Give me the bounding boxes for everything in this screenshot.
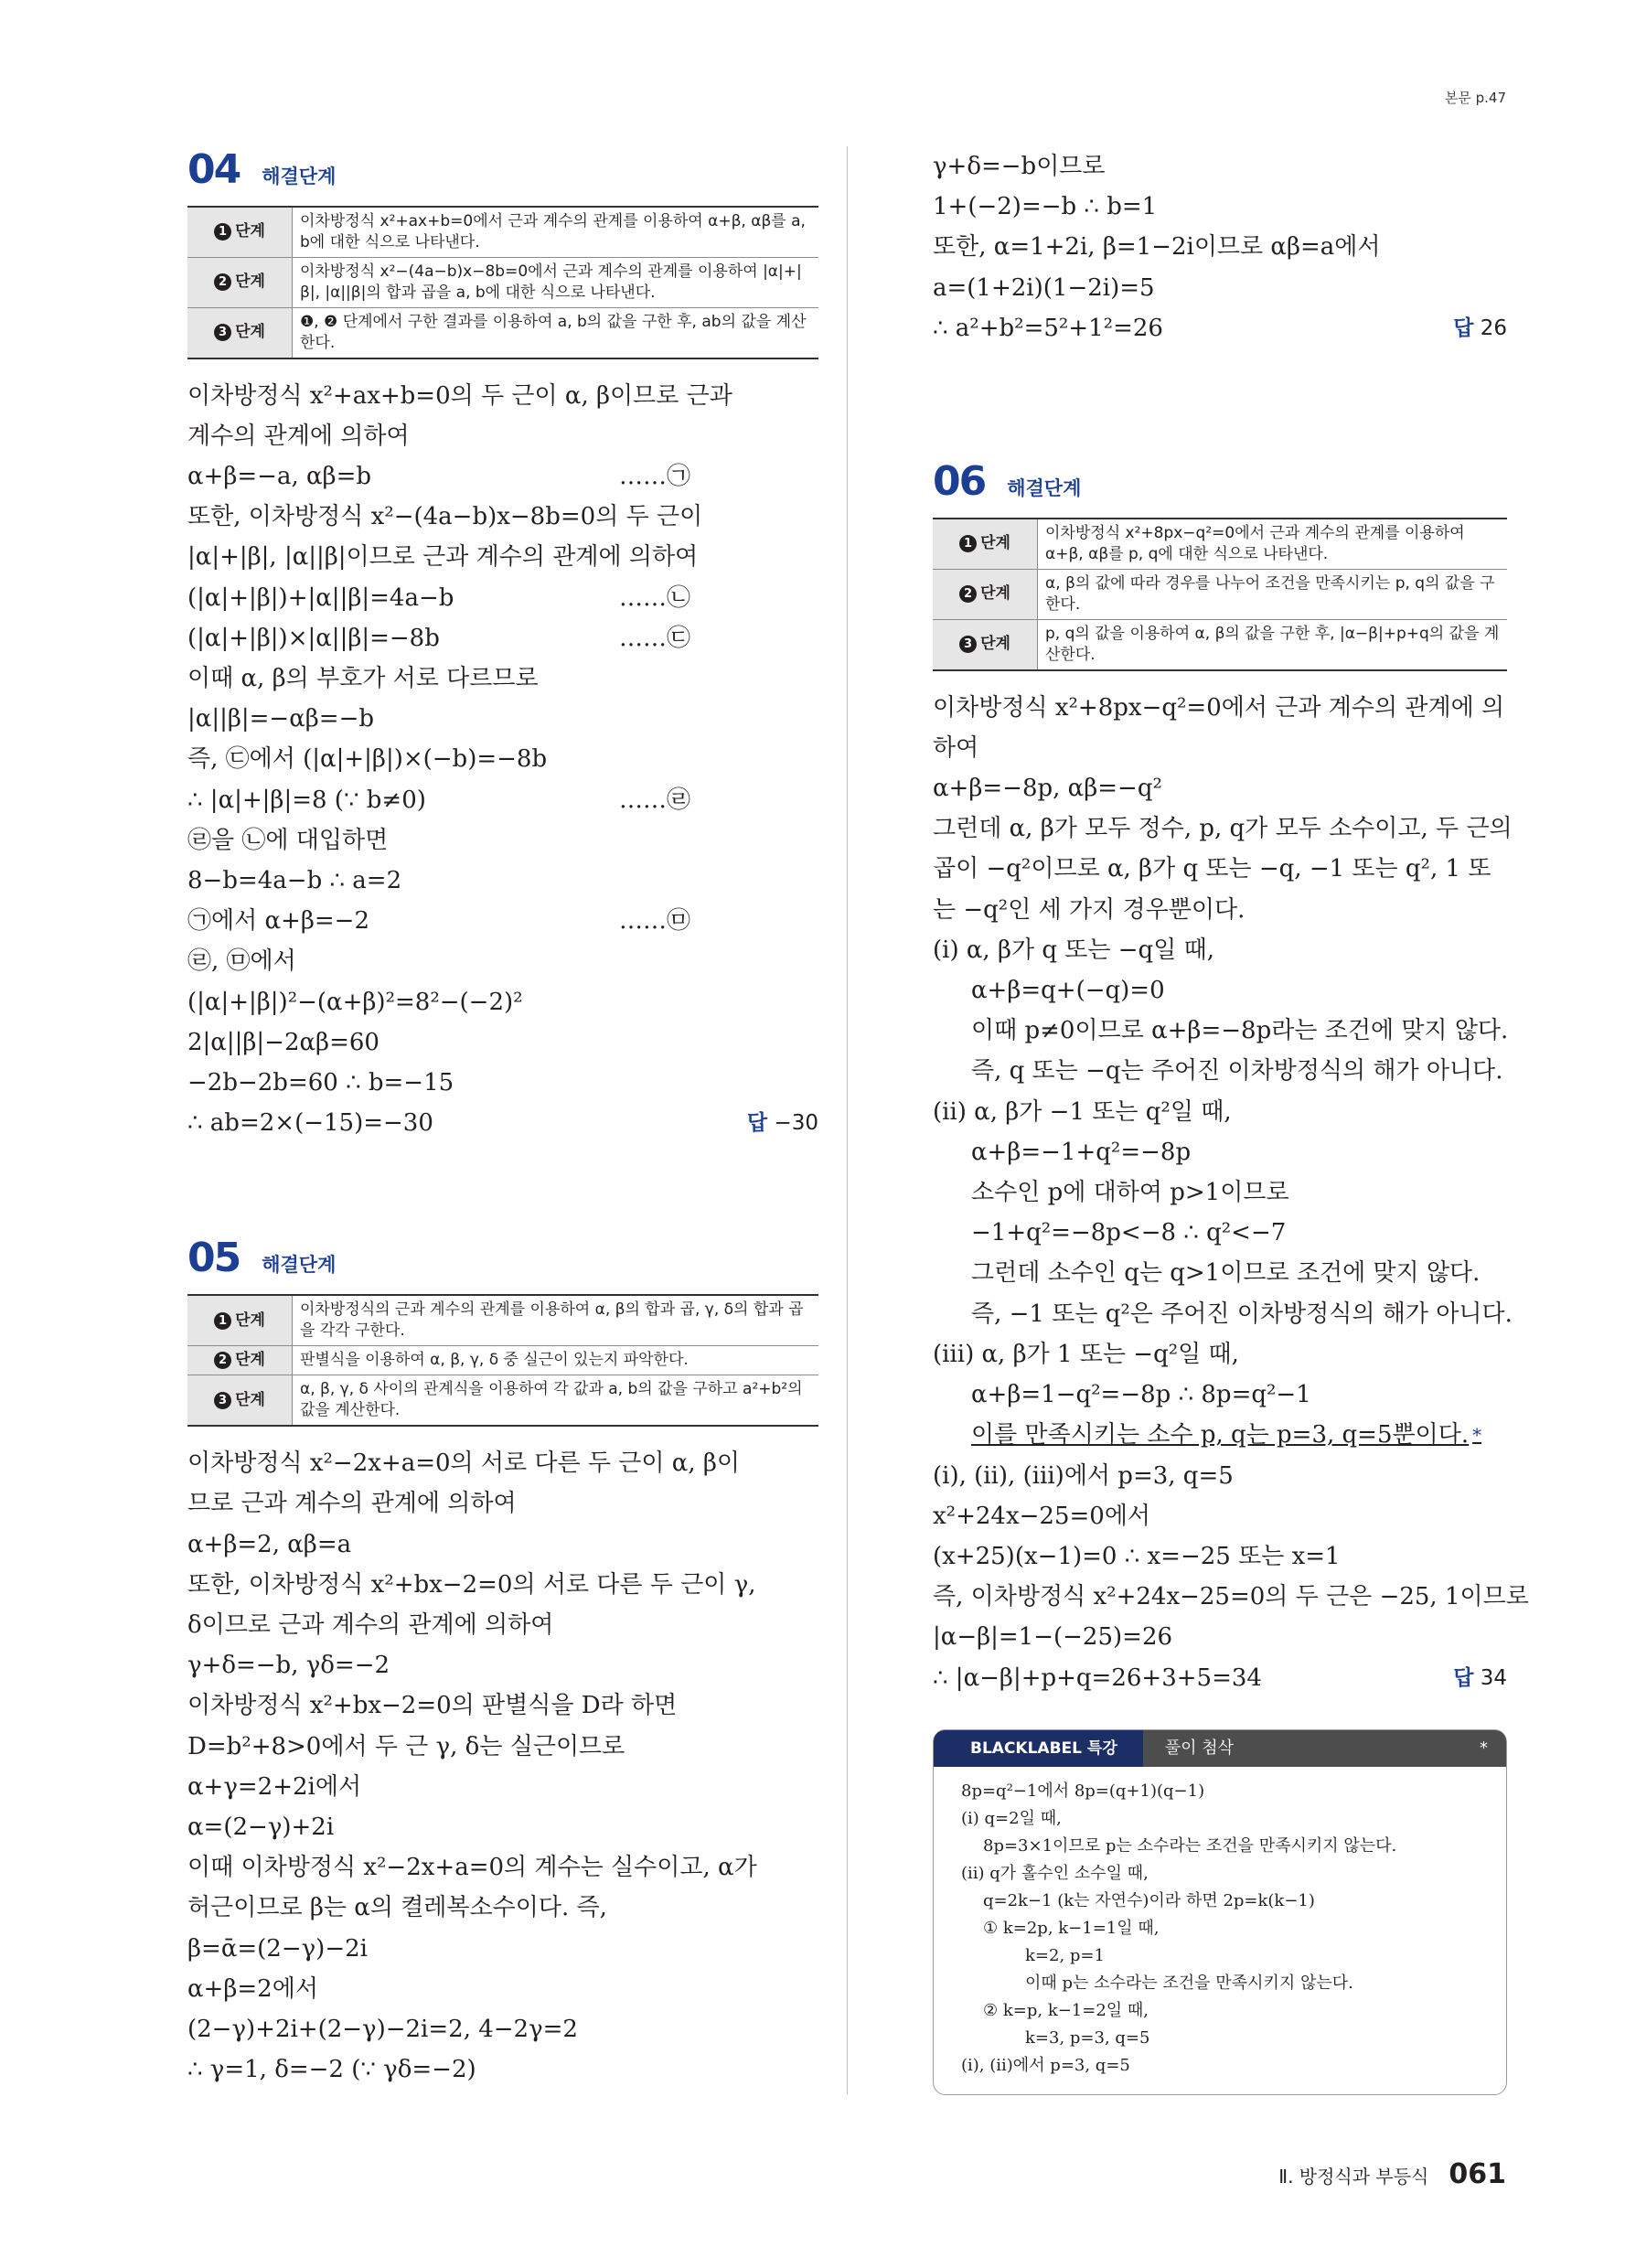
equation-tag	[690, 739, 818, 779]
equation-tag	[690, 861, 818, 901]
step-label	[933, 569, 1038, 619]
solution-text: (|α|+|β|)²−(α+β)²=8²−(−2)²	[187, 988, 523, 1016]
chapter-title: Ⅱ. 방정식과 부등식	[1278, 2166, 1429, 2188]
solution-text: 는 −q²인 세 가지 경우뿐이다.	[933, 895, 1245, 924]
solution-steps-label: 해결단계	[1007, 477, 1082, 500]
final-result: ∴ |α−β|+p+q=26+3+5=34	[933, 1664, 1262, 1692]
solution-line: D=b²+8>0에서 두 근 γ, δ는 실근이므로	[187, 1732, 625, 1760]
solution-line	[187, 739, 818, 779]
note-line: 8p=q²−1에서 8p=(q+1)(q−1)	[961, 1781, 1205, 1801]
solution-line	[187, 941, 818, 981]
solution-text: (ⅲ) α, β가 1 또는 −q²일 때,	[933, 1340, 1239, 1368]
step-number-badge: 3	[959, 636, 977, 653]
solution-text: (ⅰ), (ⅱ), (ⅲ)에서 p=3, q=5	[933, 1461, 1234, 1490]
step-label-text: 단계	[235, 222, 265, 241]
solution-text: −2b−2b=60 ∴ b=−15	[187, 1069, 454, 1097]
answer	[1453, 1658, 1507, 1698]
solution-text: (ⅰ) α, β가 q 또는 −q일 때,	[933, 936, 1214, 964]
equation-tag	[690, 982, 818, 1022]
solution-line	[933, 1375, 1507, 1415]
solution-line	[187, 578, 818, 618]
solution-text: 이를 만족시키는 소수 p, q는 p=3, q=5뿐이다.	[971, 1421, 1470, 1450]
solution-line: α+β=2에서	[187, 1974, 318, 2003]
solution-text: 이때 α, β의 부호가 서로 다르므로	[187, 665, 539, 693]
equation-tag	[690, 1022, 818, 1063]
solution-line: α=(2−γ)+2i	[187, 1813, 335, 1841]
solution-text: (ⅱ) α, β가 −1 또는 q²일 때,	[933, 1097, 1232, 1126]
equation-tag: ……㉣	[618, 786, 690, 814]
problem-header	[119, 146, 818, 193]
page-footer	[1278, 2158, 1506, 2190]
final-line	[933, 1658, 1507, 1698]
solution-line	[187, 537, 818, 577]
step-label	[187, 1295, 293, 1345]
step-number-badge: 2	[214, 273, 231, 291]
step-number-badge: 2	[214, 1352, 231, 1369]
solution-steps-table	[187, 206, 818, 359]
step-description: ❶, ❷ 단계에서 구한 결과를 이용하여 a, b의 값을 구한 후, ab의 값을 계산한다.	[300, 312, 807, 352]
equation-tag	[732, 376, 861, 416]
step-row	[187, 1295, 818, 1345]
solution-line	[933, 1617, 1507, 1657]
step-number-badge: 3	[214, 324, 231, 341]
equation-tag	[690, 820, 818, 861]
solution-line	[187, 861, 818, 901]
solution-text: |α−β|=1−(−25)=26	[933, 1623, 1173, 1652]
note-title-bar	[1143, 1730, 1506, 1767]
solution-steps-table	[933, 518, 1507, 671]
solution-line: 므로 근과 계수의 관계에 의하여	[187, 1490, 517, 1518]
solution-line	[933, 1132, 1507, 1172]
step-description: 이차방정식 x²+8px−q²=0에서 근과 계수의 관계를 이용하여 α+β, αβ를 p, q에 대한 식으로 나타낸다.	[1038, 519, 1508, 569]
solution-line	[187, 820, 818, 861]
equation-tag	[690, 416, 818, 456]
step-description: 이차방정식 x²−(4a−b)x−8b=0에서 근과 계수의 관계를 이용하여 |α|+|β|, |α||β|의 합과 곱을 a, b에 대한 식으로 나타낸다.	[293, 257, 819, 307]
equation-tag: ……㉢	[618, 624, 690, 652]
step-number-badge: 3	[214, 1392, 231, 1409]
step-description: α, β의 값에 따라 경우를 나누어 조건을 만족시키는 p, q의 값을 구한다.	[1038, 569, 1508, 619]
solution-line	[933, 1536, 1507, 1577]
solution-text: 8−b=4a−b ∴ a=2	[187, 867, 402, 895]
solution-text: 즉, −1 또는 q²은 주어진 이차방정식의 해가 아니다.	[971, 1300, 1513, 1328]
solution-line	[187, 1022, 818, 1063]
step-label	[933, 519, 1038, 569]
note-line: 8p=3×1이므로 p는 소수라는 조건을 만족시키지 않는다.	[983, 1835, 1397, 1856]
solution-body	[187, 1443, 818, 2090]
equation-tag: ……㉤	[618, 907, 690, 936]
solution-line	[933, 970, 1507, 1011]
solution-line	[933, 1253, 1507, 1293]
solution-text: 계수의 관계에 의하여	[187, 422, 410, 450]
solution-line	[933, 1051, 1507, 1091]
answer	[1453, 308, 1507, 348]
step-label	[187, 207, 293, 257]
problem-header	[933, 458, 1507, 505]
step-row	[933, 619, 1507, 669]
step-label	[187, 257, 293, 307]
answer-value: −30	[774, 1111, 818, 1136]
equation-tag	[690, 941, 818, 981]
solution-text: ㉠에서 α+β=−2	[187, 907, 369, 936]
solution-line	[933, 1334, 1507, 1375]
step-description: p, q의 값을 이용하여 α, β의 값을 구한 후, |α−β|+p+q의 값을 계산한다.	[1045, 624, 1500, 664]
note-line: k=2, p=1	[1025, 1945, 1105, 1965]
right-column	[933, 146, 1529, 2132]
answer-label: 답	[746, 1111, 768, 1136]
problem-number: 06	[933, 458, 986, 506]
solution-text: ∴ |α|+|β|=8 (∵ b≠0)	[187, 786, 426, 814]
step-row	[187, 1375, 818, 1426]
solution-line: γ+δ=−b, γδ=−2	[187, 1652, 390, 1680]
solution-line	[933, 728, 1507, 768]
solution-text: 즉, q 또는 −q는 주어진 이차방정식의 해가 아니다.	[971, 1057, 1503, 1086]
solution-line	[933, 1294, 1513, 1334]
solution-text: (|α|+|β|)+|α||β|=4a−b	[187, 583, 454, 612]
solution-text: |α||β|=−αβ=−b	[187, 705, 375, 733]
note-line: q=2k−1 (k는 자연수)이라 하면 2p=k(k−1)	[983, 1890, 1315, 1910]
solution-line	[187, 780, 818, 820]
solution-line	[933, 1456, 1507, 1496]
solution-text: 즉, 이차방정식 x²+24x−25=0의 두 근은 −25, 1이므로	[933, 1583, 1529, 1611]
solution-line	[187, 982, 818, 1022]
step-row	[933, 569, 1507, 619]
note-line: k=3, p=3, q=5	[1025, 2027, 1150, 2048]
solution-line: 이차방정식 x²+bx−2=0의 판별식을 D라 하면	[187, 1692, 678, 1720]
solution-text: α+β=1−q²=−8p ∴ 8p=q²−1	[971, 1381, 1311, 1409]
solution-line	[933, 1213, 1507, 1253]
note-line: ② k=p, k−1=2일 때,	[983, 2000, 1149, 2020]
solution-line	[933, 768, 1507, 808]
solution-line: γ+δ=−b이므로	[933, 153, 1106, 180]
solution-line: 이때 이차방정식 x²−2x+a=0의 계수는 실수이고, α가	[187, 1854, 757, 1882]
solution-line	[187, 699, 818, 739]
solution-text: ㉣, ㉤에서	[187, 947, 296, 976]
solution-line: 1+(−2)=−b ∴ b=1	[933, 193, 1158, 221]
step-label	[187, 1346, 293, 1375]
problem-05	[187, 1235, 818, 2090]
solution-line	[187, 618, 818, 658]
step-label-text: 단계	[235, 1311, 265, 1330]
left-column	[187, 146, 818, 2126]
solution-line	[933, 849, 1507, 889]
step-row	[187, 1346, 818, 1375]
solution-line: a=(1+2i)(1−2i)=5	[933, 273, 1155, 302]
step-number-badge: 1	[214, 1312, 231, 1330]
solution-line	[187, 376, 818, 416]
step-description: 판별식을 이용하여 α, β, γ, δ 중 실근이 있는지 파악한다.	[293, 1346, 819, 1375]
solution-line: δ이므로 근과 계수의 관계에 의하여	[187, 1610, 554, 1639]
step-label-text: 단계	[980, 635, 1010, 654]
solution-text: α+β=q+(−q)=0	[971, 977, 1165, 1005]
solution-body	[933, 688, 1529, 1658]
equation-tag	[690, 699, 818, 739]
solution-text: 소수인 p에 대하여 p>1이므로	[971, 1179, 1289, 1207]
solution-text: 또한, 이차방정식 x²−(4a−b)x−8b=0의 두 근이	[187, 503, 703, 531]
step-description: 이차방정식의 근과 계수의 관계를 이용하여 α, β의 합과 곱, γ, δ의 합과 곱을 각각 구한다.	[293, 1295, 819, 1345]
problem-06	[933, 458, 1529, 2095]
solution-line: 또한, α=1+2i, β=1−2i이므로 αβ=a에서	[933, 233, 1381, 262]
solution-line: α+β=2, αβ=a	[187, 1530, 352, 1558]
step-label	[187, 1375, 293, 1426]
note-line: (ⅰ) q=2일 때,	[961, 1808, 1062, 1828]
solution-steps-label: 해결단계	[262, 1254, 337, 1277]
step-number-badge: 1	[214, 223, 231, 241]
step-row	[187, 257, 818, 307]
solution-line	[933, 1415, 1507, 1455]
note-line: ① k=2p, k−1=1일 때,	[983, 1918, 1160, 1938]
solution-body	[187, 376, 818, 1104]
note-title: 풀이 첨삭	[1164, 1738, 1235, 1758]
solution-line: α+γ=2+2i에서	[187, 1772, 362, 1801]
solution-text: 이때 p≠0이므로 α+β=−8p라는 조건에 맞지 않다.	[971, 1017, 1509, 1045]
equation-tag	[698, 537, 826, 577]
final-line	[933, 308, 1507, 348]
blacklabel-note-box	[933, 1729, 1507, 2095]
solution-text: x²+24x−25=0에서	[933, 1502, 1151, 1530]
step-label	[187, 307, 293, 358]
solution-line	[187, 416, 818, 456]
solution-text: 즉, ㉢에서 (|α|+|β|)×(−b)=−8b	[187, 745, 548, 774]
solution-line	[933, 688, 1507, 728]
answer-value: 34	[1480, 1665, 1507, 1690]
solution-text: 하여	[933, 733, 979, 762]
problem-header	[119, 1235, 818, 1281]
solution-text: α+β=−8p, αβ=−q²	[933, 775, 1162, 803]
step-description: 이차방정식 x²+ax+b=0에서 근과 계수의 관계를 이용하여 α+β, αβ를 a, b에 대한 식으로 나타낸다.	[293, 207, 819, 257]
note-line: 이때 p는 소수라는 조건을 만족시키지 않는다.	[1025, 1973, 1353, 1993]
solution-text: −1+q²=−8p<−8 ∴ q²<−7	[971, 1219, 1287, 1247]
solution-line: 허근이므로 β는 α의 켤레복소수이다. 즉,	[187, 1894, 607, 1922]
final-result: ∴ a²+b²=5²+1²=26	[933, 314, 1163, 342]
equation-tag: ……㉠	[618, 463, 690, 491]
solution-text: 그런데 소수인 q는 q>1이므로 조건에 맞지 않다.	[971, 1259, 1481, 1288]
note-header	[934, 1730, 1506, 1767]
equation-tag	[690, 1063, 818, 1103]
solution-steps-table	[187, 1294, 818, 1427]
solution-line	[933, 1172, 1507, 1213]
solution-line	[933, 1577, 1529, 1617]
step-label-text: 단계	[235, 273, 265, 292]
step-row	[933, 519, 1507, 569]
step-label	[933, 619, 1038, 669]
step-row	[187, 307, 818, 358]
solution-text: 곱이 −q²이므로 α, β가 q 또는 −q, −1 또는 q², 1 또	[933, 855, 1491, 883]
solution-text: ㉣을 ㉡에 대입하면	[187, 826, 389, 854]
column-divider	[847, 146, 848, 2094]
solution-line: β=ᾱ=(2−γ)−2i	[187, 1934, 368, 1963]
final-line	[187, 1103, 818, 1143]
solution-line: 이차방정식 x²−2x+a=0의 서로 다른 두 근이 α, β이	[187, 1450, 741, 1478]
solution-line	[933, 808, 1513, 849]
step-number-badge: 2	[959, 585, 977, 603]
solution-text: (x+25)(x−1)=0 ∴ x=−25 또는 x=1	[933, 1542, 1341, 1570]
step-number-badge: 1	[959, 535, 977, 552]
problem-04	[187, 146, 818, 1143]
solution-line	[933, 1092, 1507, 1132]
solution-line	[187, 456, 818, 497]
solution-line	[933, 930, 1507, 970]
solution-line	[187, 497, 818, 537]
solution-text: 이차방정식 x²+8px−q²=0에서 근과 계수의 관계에 의	[933, 693, 1505, 722]
solution-text: (|α|+|β|)×|α||β|=−8b	[187, 624, 440, 652]
problem-number: 05	[187, 1235, 241, 1282]
solution-text: α+β=−1+q²=−8p	[971, 1138, 1192, 1166]
step-label-text: 단계	[235, 323, 265, 342]
star-icon: *	[1480, 1738, 1488, 1758]
step-row	[187, 207, 818, 257]
solution-line	[187, 658, 818, 699]
equation-tag	[702, 497, 830, 537]
star-icon: *	[1472, 1424, 1482, 1447]
step-label-text: 단계	[235, 1351, 265, 1370]
solution-line: ∴ γ=1, δ=−2 (∵ γδ=−2)	[187, 2056, 476, 2084]
solution-line	[187, 1063, 818, 1103]
solution-text: 이차방정식 x²+ax+b=0의 두 근이 α, β이므로 근과	[187, 381, 732, 410]
equation-tag: ……㉡	[618, 583, 690, 612]
note-line: (ⅰ), (ⅱ)에서 p=3, q=5	[961, 2055, 1130, 2075]
page-reference: 본문 p.47	[1444, 90, 1506, 106]
step-label-text: 단계	[235, 1390, 265, 1409]
step-description: α, β, γ, δ 사이의 관계식을 이용하여 각 값과 a, b의 값을 구하고 a²+b²의 값을 계산한다.	[300, 1380, 803, 1420]
note-tab: BLACKLABEL 특강	[934, 1730, 1143, 1767]
step-label-text: 단계	[980, 584, 1010, 604]
solution-steps-label: 해결단계	[262, 166, 337, 187]
solution-line: 또한, 이차방정식 x²+bx−2=0의 서로 다른 두 근이 γ,	[187, 1570, 756, 1599]
answer-value: 26	[1480, 316, 1507, 340]
solution-line: (2−γ)+2i+(2−γ)−2i=2, 4−2γ=2	[187, 2016, 578, 2044]
final-result: ∴ ab=2×(−15)=−30	[187, 1109, 433, 1138]
solution-text: 그런데 α, β가 모두 정수, p, q가 모두 소수이고, 두 근의	[933, 815, 1513, 843]
page-number: 061	[1449, 2158, 1506, 2190]
step-label-text: 단계	[980, 534, 1010, 553]
solution-text: α+β=−a, αβ=b	[187, 463, 371, 491]
note-line: (ⅱ) q가 홀수인 소수일 때,	[961, 1863, 1149, 1883]
answer	[747, 1103, 818, 1143]
equation-tag	[690, 658, 818, 699]
solution-line	[933, 1011, 1507, 1051]
solution-line	[933, 890, 1507, 930]
answer-label: 답	[1453, 1665, 1474, 1690]
problem-number: 04	[187, 146, 241, 193]
solution-text: |α|+|β|, |α||β|이므로 근과 계수의 관계에 의하여	[187, 543, 699, 572]
solution-line	[933, 1496, 1507, 1536]
solution-line	[187, 901, 818, 941]
problem-05-continued	[933, 146, 1507, 308]
solution-text: 2|α||β|−2αβ=60	[187, 1028, 380, 1056]
answer-label: 답	[1453, 316, 1474, 340]
note-body	[934, 1767, 1506, 2080]
